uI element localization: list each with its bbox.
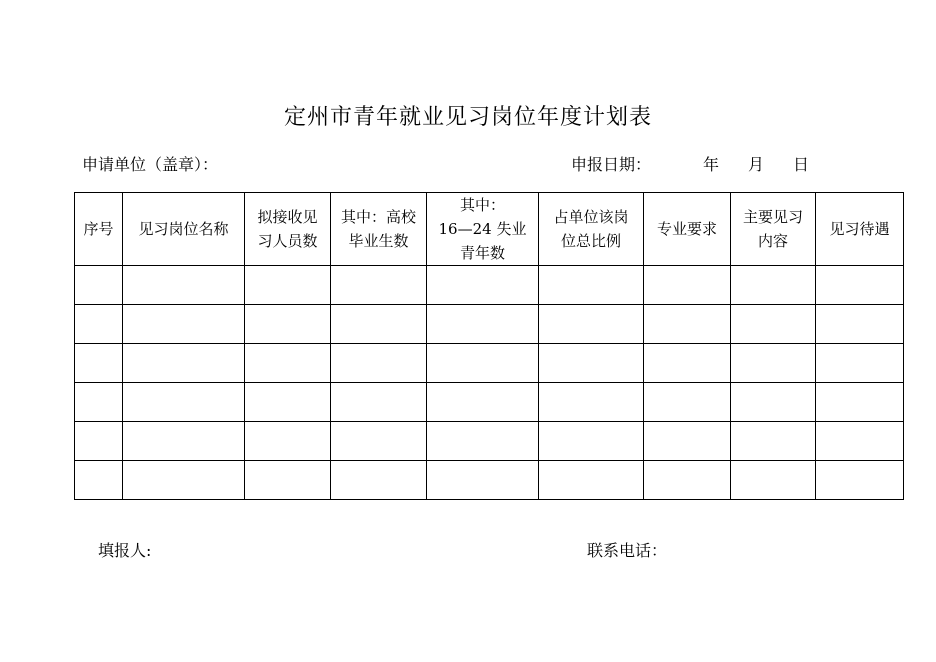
table-cell[interactable] <box>75 344 123 383</box>
table-cell[interactable] <box>123 422 245 461</box>
table-cell[interactable] <box>245 461 331 500</box>
table-row <box>75 461 904 500</box>
filler-label: 填报人: <box>98 541 152 560</box>
table-cell[interactable] <box>123 383 245 422</box>
header-intake-count: 拟接收见 习人员数 <box>245 193 331 266</box>
table-cell[interactable] <box>539 266 644 305</box>
table-row <box>75 383 904 422</box>
table-cell[interactable] <box>731 461 816 500</box>
table-cell[interactable] <box>539 422 644 461</box>
table-cell[interactable] <box>75 305 123 344</box>
table-cell[interactable] <box>245 383 331 422</box>
date-year-unit: 年 <box>703 155 720 174</box>
table-cell[interactable] <box>427 344 539 383</box>
table-cell[interactable] <box>539 383 644 422</box>
phone-label: 联系电话： <box>587 541 668 560</box>
table-cell[interactable] <box>75 266 123 305</box>
table-cell[interactable] <box>644 305 731 344</box>
table-cell[interactable] <box>816 422 904 461</box>
table-cell[interactable] <box>123 344 245 383</box>
table-cell[interactable] <box>644 422 731 461</box>
table-cell[interactable] <box>816 461 904 500</box>
table-cell[interactable] <box>427 266 539 305</box>
table-cell[interactable] <box>75 422 123 461</box>
plan-table <box>74 192 904 500</box>
header-unemployed-youth-count: 其中： 16—24 失业 青年数 <box>427 193 539 266</box>
table-cell[interactable] <box>731 266 816 305</box>
table-cell[interactable] <box>731 344 816 383</box>
table-cell[interactable] <box>331 422 427 461</box>
table-cell[interactable] <box>816 383 904 422</box>
table-cell[interactable] <box>816 305 904 344</box>
table-cell[interactable] <box>245 422 331 461</box>
table-header-row <box>75 193 904 266</box>
table-cell[interactable] <box>427 461 539 500</box>
table-cell[interactable] <box>731 422 816 461</box>
table-cell[interactable] <box>539 344 644 383</box>
table-cell[interactable] <box>644 344 731 383</box>
header-main-content: 主要见习 内容 <box>731 193 816 266</box>
table-cell[interactable] <box>331 461 427 500</box>
table-cell[interactable] <box>731 383 816 422</box>
table-cell[interactable] <box>245 266 331 305</box>
date-day-unit: 日 <box>793 155 810 174</box>
table-cell[interactable] <box>123 266 245 305</box>
table-row <box>75 266 904 305</box>
date-month-unit: 月 <box>748 155 765 174</box>
table-cell[interactable] <box>245 305 331 344</box>
table-row <box>75 422 904 461</box>
table-cell[interactable] <box>75 461 123 500</box>
table-cell[interactable] <box>427 422 539 461</box>
header-major-requirement: 专业要求 <box>644 193 731 266</box>
table-cell[interactable] <box>644 383 731 422</box>
table-row <box>75 344 904 383</box>
table-cell[interactable] <box>331 305 427 344</box>
table-cell[interactable] <box>331 344 427 383</box>
page-title: 定州市青年就业见习岗位年度计划表 <box>283 105 652 130</box>
header-treatment: 见习待遇 <box>816 193 904 266</box>
table-cell[interactable] <box>245 344 331 383</box>
table-cell[interactable] <box>644 266 731 305</box>
date-label: 申报日期： <box>571 155 652 174</box>
table-cell[interactable] <box>539 305 644 344</box>
table-cell[interactable] <box>123 461 245 500</box>
table-cell[interactable] <box>539 461 644 500</box>
header-position-ratio: 占单位该岗 位总比例 <box>539 193 644 266</box>
table-cell[interactable] <box>816 266 904 305</box>
table-cell[interactable] <box>427 305 539 344</box>
header-position-name: 见习岗位名称 <box>123 193 245 266</box>
table-cell[interactable] <box>75 383 123 422</box>
table-cell[interactable] <box>123 305 245 344</box>
table-cell[interactable] <box>331 383 427 422</box>
table-cell[interactable] <box>427 383 539 422</box>
table-cell[interactable] <box>644 461 731 500</box>
applicant-label: 申请单位（盖章）： <box>82 155 219 174</box>
table-cell[interactable] <box>816 344 904 383</box>
table-cell[interactable] <box>331 266 427 305</box>
header-graduate-count: 其中：高校 毕业生数 <box>331 193 427 266</box>
table-cell[interactable] <box>731 305 816 344</box>
table-row <box>75 305 904 344</box>
header-serial-number: 序号 <box>75 193 123 266</box>
